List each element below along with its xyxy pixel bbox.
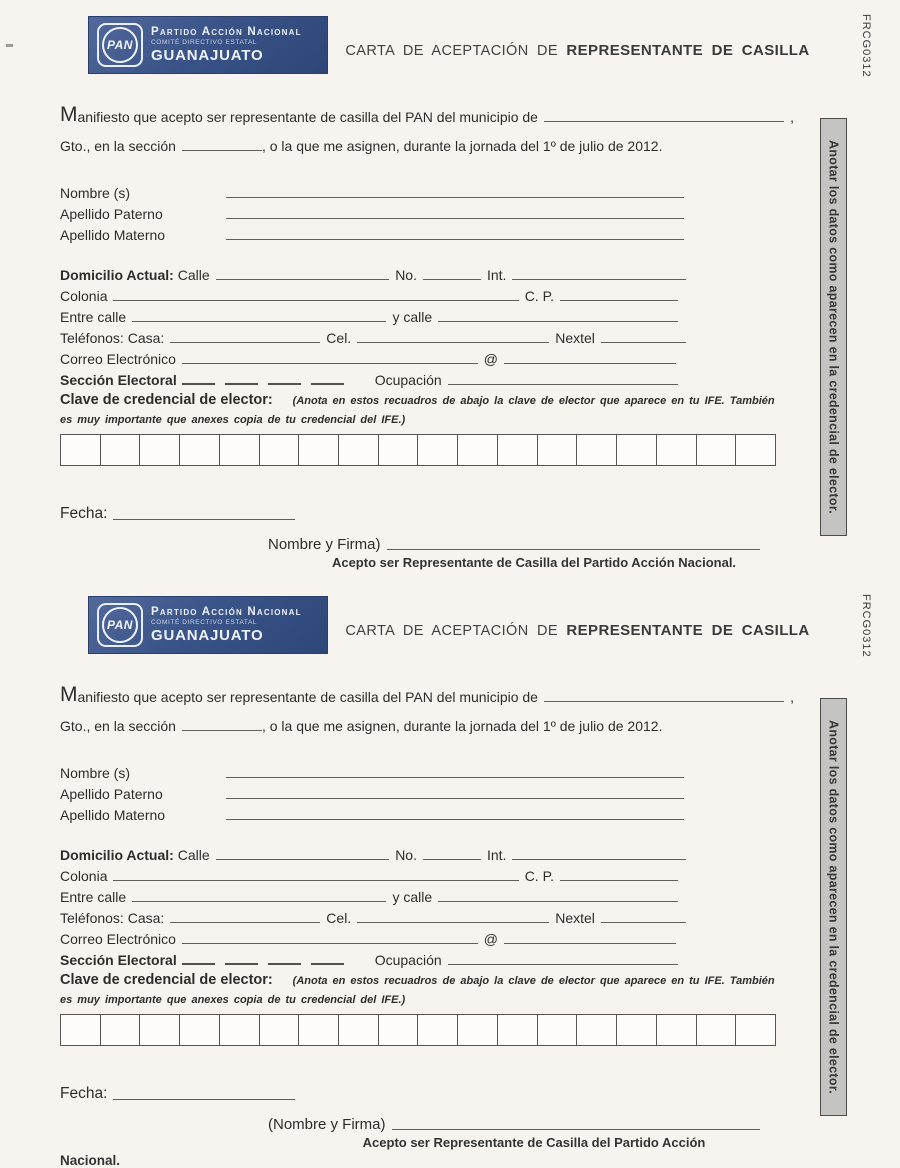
clave-box	[339, 435, 379, 465]
fecha-label: Fecha:	[60, 1085, 108, 1102]
intro-line-1	[60, 102, 794, 125]
seccion-blank-line	[182, 150, 262, 151]
form-copy-top	[0, 0, 900, 582]
side-note: Anotar los datos como aparecen en la credencial de elector.	[820, 698, 847, 1116]
calle-label: Calle	[177, 267, 210, 283]
tel-casa-blank-line	[170, 922, 320, 923]
apellido-materno-row	[60, 802, 750, 823]
clave-box	[418, 1015, 458, 1045]
clave-box	[538, 435, 578, 465]
firma-blank-line	[392, 1129, 760, 1130]
colonia-row	[60, 283, 684, 304]
clave-box	[101, 435, 141, 465]
clave-note: (Anota en estos recuadros de abajo la clave de elector que aparece en tu IFE. También es muy importante que anexes copia de tu credencial del IFE.)	[60, 975, 775, 1006]
apellido-materno-blank-line	[226, 819, 684, 820]
name-rows	[60, 760, 776, 823]
seccion-digit-blank-3	[268, 963, 301, 965]
clave-box	[458, 1015, 498, 1045]
tel-casa-blank-line	[170, 342, 320, 343]
apellido-paterno-label: Apellido Paterno	[60, 206, 163, 222]
nextel-blank-line	[601, 342, 686, 343]
cel-label: Cel.	[326, 910, 352, 926]
telefonos-label: Teléfonos: Casa:	[60, 330, 165, 346]
clave-box	[498, 1015, 538, 1045]
no-label: No.	[395, 267, 417, 283]
clave-box	[577, 435, 617, 465]
apellido-paterno-label: Apellido Paterno	[60, 786, 163, 802]
clave-box	[458, 435, 498, 465]
int-blank-line	[512, 859, 686, 860]
firma-label: (Nombre y Firma)	[268, 1116, 386, 1133]
logo-text	[151, 606, 302, 644]
entre-calle-blank-line	[132, 321, 386, 322]
firma-row	[60, 530, 766, 553]
logo-state: GUANAJUATO	[151, 627, 264, 645]
clave-box	[299, 1015, 339, 1045]
calle-blank-line	[216, 859, 390, 860]
clave-box	[657, 435, 697, 465]
correo-blank-line	[182, 943, 478, 944]
logo-committee: COMITÉ DIRECTIVO ESTATAL	[151, 619, 258, 627]
clave-label: Clave de credencial de elector:	[60, 392, 273, 408]
int-label: Int.	[486, 847, 507, 863]
clave-box	[736, 435, 775, 465]
form-fields	[60, 682, 794, 1168]
entre-calle-label: Entre calle	[60, 309, 127, 325]
telefonos-label: Teléfonos: Casa:	[60, 910, 165, 926]
intro-dropcap: M	[60, 103, 78, 126]
intro-text-2-pre: Gto., en la sección	[60, 718, 176, 734]
seccion-digit-blank-4	[311, 963, 344, 965]
form-title	[345, 622, 810, 639]
correo-blank-line	[182, 363, 478, 364]
fecha-blank-line	[113, 1099, 295, 1100]
form-title-regular: CARTA DE ACEPTACIÓN DE	[345, 43, 558, 59]
calle-label: Calle	[177, 847, 210, 863]
form-fields	[60, 102, 794, 573]
no-label: No.	[395, 847, 417, 863]
clave-box	[538, 1015, 578, 1045]
y-calle-blank-line	[438, 321, 678, 322]
y-calle-blank-line	[438, 901, 678, 902]
clave-box	[260, 1015, 300, 1045]
ocupacion-label: Ocupación	[374, 952, 442, 968]
cp-blank-line	[560, 880, 678, 881]
seccion-electoral-row	[60, 367, 684, 388]
nombre-blank-line	[226, 197, 684, 198]
firma-row	[60, 1110, 766, 1133]
clave-box	[180, 435, 220, 465]
apellido-materno-row	[60, 222, 750, 243]
correo-row	[60, 926, 682, 947]
clave-box	[577, 1015, 617, 1045]
seccion-digit-blank-1	[182, 383, 215, 385]
clave-box	[180, 1015, 220, 1045]
cel-label: Cel.	[326, 330, 352, 346]
logo-committee: COMITÉ DIRECTIVO ESTATAL	[151, 39, 258, 47]
apellido-materno-label: Apellido Materno	[60, 227, 166, 243]
clave-box	[379, 435, 419, 465]
clave-box	[657, 1015, 697, 1045]
intro-text-2-post: , o la que me asignen, durante la jornada del 1º de julio de 2012.	[261, 138, 663, 154]
colonia-label: Colonia	[60, 868, 108, 884]
seccion-electoral-label: Sección Electoral	[60, 952, 177, 968]
logo-state: GUANAJUATO	[151, 47, 264, 65]
clave-box	[140, 435, 180, 465]
seccion-electoral-row	[60, 947, 684, 968]
tel-cel-blank-line	[357, 922, 549, 923]
intro-line-2	[60, 712, 776, 734]
nombre-row	[60, 180, 750, 201]
intro-text-2-post: , o la que me asignen, durante la jornada del 1º de julio de 2012.	[261, 718, 663, 734]
no-blank-line	[423, 859, 481, 860]
nextel-blank-line	[601, 922, 686, 923]
int-blank-line	[512, 279, 686, 280]
scan-artifact	[6, 44, 13, 47]
apellido-paterno-row	[60, 781, 750, 802]
ocupacion-label: Ocupación	[374, 372, 442, 388]
intro-text-1-tail: ,	[790, 109, 794, 125]
clave-boxes-grid	[60, 1014, 776, 1046]
cp-label: C. P.	[524, 868, 554, 884]
intro-text-1: anifiesto que acepto ser representante de casilla del PAN del municipio de	[77, 109, 538, 125]
form-title-bold: REPRESENTANTE DE CASILLA	[566, 622, 810, 639]
apellido-paterno-blank-line	[226, 798, 684, 799]
apellido-materno-label: Apellido Materno	[60, 807, 166, 823]
intro-text-2-pre: Gto., en la sección	[60, 138, 176, 154]
accept-statement: Acepto ser Representante de Casilla del Partido Acción Nacional.	[331, 555, 737, 570]
nombre-label: Nombre (s)	[60, 765, 131, 781]
pan-acronym: PAN	[102, 607, 138, 643]
municipio-blank-line	[544, 121, 784, 122]
fecha-row	[60, 500, 776, 523]
clave-box	[736, 1015, 775, 1045]
nextel-label: Nextel	[555, 910, 595, 926]
clave-box	[617, 1015, 657, 1045]
entre-calle-row	[60, 304, 684, 325]
correo-row	[60, 346, 682, 367]
arroba-label: @	[483, 351, 498, 367]
firma-label: Nombre y Firma)	[268, 536, 381, 553]
form-copy-bottom	[0, 580, 900, 1168]
correo-dominio-blank-line	[504, 943, 676, 944]
y-calle-label: y calle	[392, 889, 433, 905]
clave-boxes-grid	[60, 434, 776, 466]
intro-dropcap: M	[60, 683, 78, 706]
clave-section	[60, 391, 776, 429]
apellido-materno-blank-line	[226, 239, 684, 240]
ocupacion-blank-line	[448, 964, 678, 965]
clave-box	[220, 1015, 260, 1045]
fecha-label: Fecha:	[60, 505, 108, 522]
intro-text-1: anifiesto que acepto ser representante de casilla del PAN del municipio de	[77, 689, 538, 705]
seccion-digit-blank-4	[311, 383, 344, 385]
seccion-electoral-label: Sección Electoral	[60, 372, 177, 388]
colonia-blank-line	[113, 300, 518, 301]
clave-box	[220, 435, 260, 465]
correo-label: Correo Electrónico	[60, 351, 176, 367]
entre-calle-row	[60, 884, 684, 905]
clave-box	[339, 1015, 379, 1045]
form-code: FRCG0312	[860, 14, 872, 78]
pan-acronym: PAN	[102, 27, 138, 63]
cp-blank-line	[560, 300, 678, 301]
colonia-row	[60, 863, 684, 884]
clave-note: (Anota en estos recuadros de abajo la clave de elector que aparece en tu IFE. También es muy importante que anexes copia de tu credencial del IFE.)	[60, 395, 775, 426]
clave-box	[697, 1015, 737, 1045]
logo-party-name: Partido Acción Nacional	[151, 26, 302, 39]
clave-box	[418, 435, 458, 465]
clave-box	[101, 1015, 141, 1045]
correo-dominio-blank-line	[504, 363, 676, 364]
municipio-blank-line	[544, 701, 784, 702]
pan-emblem-icon	[97, 603, 143, 647]
clave-box	[61, 435, 101, 465]
clave-box	[140, 1015, 180, 1045]
domicilio-row	[60, 262, 692, 283]
clave-box	[498, 435, 538, 465]
apellido-paterno-blank-line	[226, 218, 684, 219]
accept-statement-overflow: Nacional.	[60, 1153, 121, 1168]
y-calle-label: y calle	[392, 309, 433, 325]
domicilio-label: Domicilio Actual:	[60, 847, 174, 863]
entre-calle-blank-line	[132, 901, 386, 902]
accept-statement: Acepto ser Representante de Casilla del Partido Acción	[362, 1135, 706, 1150]
logo-party-name: Partido Acción Nacional	[151, 606, 302, 619]
address-section	[60, 842, 776, 968]
form-code: FRCG0312	[860, 594, 872, 658]
intro-line-2	[60, 132, 776, 154]
form-title-bold: REPRESENTANTE DE CASILLA	[566, 42, 810, 59]
clave-box	[617, 435, 657, 465]
clave-box	[379, 1015, 419, 1045]
nombre-row	[60, 760, 750, 781]
no-blank-line	[423, 279, 481, 280]
clave-box	[299, 435, 339, 465]
calle-blank-line	[216, 279, 390, 280]
seccion-digit-blank-1	[182, 963, 215, 965]
nextel-label: Nextel	[555, 330, 595, 346]
ocupacion-blank-line	[448, 384, 678, 385]
tel-cel-blank-line	[357, 342, 549, 343]
cp-label: C. P.	[524, 288, 554, 304]
clave-label: Clave de credencial de elector:	[60, 972, 273, 988]
clave-box	[260, 435, 300, 465]
name-rows	[60, 180, 776, 243]
form-title-regular: CARTA DE ACEPTACIÓN DE	[345, 623, 558, 639]
clave-box	[61, 1015, 101, 1045]
pan-logo	[88, 16, 328, 74]
seccion-blank-line	[182, 730, 262, 731]
nombre-blank-line	[226, 777, 684, 778]
pan-emblem-icon	[97, 23, 143, 67]
fecha-row	[60, 1080, 776, 1103]
arroba-label: @	[483, 931, 498, 947]
clave-section	[60, 971, 776, 1009]
telefonos-row	[60, 325, 692, 346]
domicilio-label: Domicilio Actual:	[60, 267, 174, 283]
seccion-digit-blank-3	[268, 383, 301, 385]
colonia-blank-line	[113, 880, 518, 881]
logo-text	[151, 26, 302, 64]
seccion-digit-blank-2	[225, 963, 258, 965]
form-title	[345, 42, 810, 59]
colonia-label: Colonia	[60, 288, 108, 304]
firma-blank-line	[387, 549, 760, 550]
clave-box	[697, 435, 737, 465]
nombre-label: Nombre (s)	[60, 185, 131, 201]
seccion-digit-blank-2	[225, 383, 258, 385]
apellido-paterno-row	[60, 201, 750, 222]
int-label: Int.	[486, 267, 507, 283]
address-section	[60, 262, 776, 388]
fecha-blank-line	[113, 519, 295, 520]
entre-calle-label: Entre calle	[60, 889, 127, 905]
intro-line-1	[60, 682, 794, 705]
correo-label: Correo Electrónico	[60, 931, 176, 947]
intro-text-1-tail: ,	[790, 689, 794, 705]
domicilio-row	[60, 842, 692, 863]
side-note: Anotar los datos como aparecen en la credencial de elector.	[820, 118, 847, 536]
telefonos-row	[60, 905, 692, 926]
pan-logo	[88, 596, 328, 654]
